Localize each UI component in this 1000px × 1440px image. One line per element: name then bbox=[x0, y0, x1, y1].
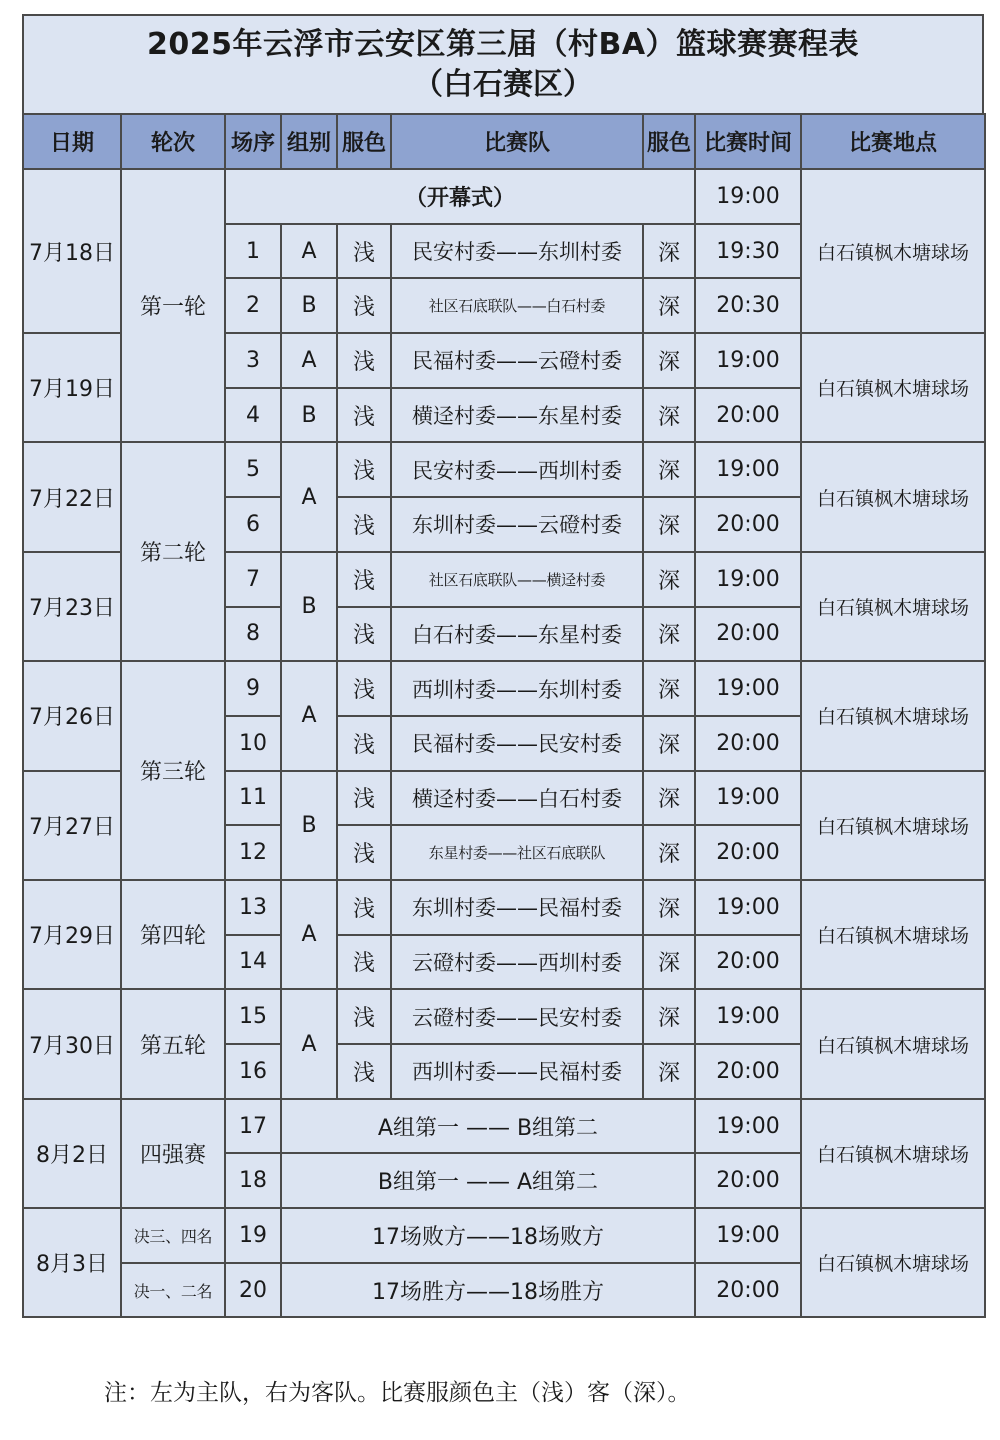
round-cell: 第五轮 bbox=[121, 989, 225, 1098]
time-cell: 20:00 bbox=[695, 388, 801, 443]
away-color: 深 bbox=[643, 607, 695, 662]
date-cell: 7月23日 bbox=[23, 552, 121, 661]
match-no: 4 bbox=[225, 388, 281, 443]
away-color: 深 bbox=[643, 716, 695, 771]
date-cell: 7月18日 bbox=[23, 169, 121, 333]
group-cell: A bbox=[281, 333, 337, 388]
table-row bbox=[23, 661, 985, 716]
group-cell: B bbox=[281, 278, 337, 333]
header-home-color: 服色 bbox=[337, 114, 391, 169]
home-color: 浅 bbox=[337, 497, 391, 552]
away-color: 深 bbox=[643, 278, 695, 333]
match-no: 7 bbox=[225, 552, 281, 607]
away-color: 深 bbox=[643, 771, 695, 826]
home-color: 浅 bbox=[337, 989, 391, 1044]
teams-cell: 17场败方——18场败方 bbox=[281, 1208, 695, 1263]
time-cell: 19:00 bbox=[695, 169, 801, 224]
time-cell: 19:00 bbox=[695, 880, 801, 935]
home-color: 浅 bbox=[337, 278, 391, 333]
teams-cell: 东圳村委——云磴村委 bbox=[391, 497, 643, 552]
teams-cell: 社区石底联队——横迳村委 bbox=[391, 552, 643, 607]
home-color: 浅 bbox=[337, 552, 391, 607]
match-no: 20 bbox=[225, 1263, 281, 1318]
time-cell: 20:00 bbox=[695, 825, 801, 880]
time-cell: 19:00 bbox=[695, 1208, 801, 1263]
round-cell: 第二轮 bbox=[121, 442, 225, 661]
away-color: 深 bbox=[643, 935, 695, 990]
opening-ceremony: （开幕式） bbox=[225, 169, 695, 224]
round-cell: 四强赛 bbox=[121, 1099, 225, 1208]
teams-cell: 民安村委——西圳村委 bbox=[391, 442, 643, 497]
date-cell: 7月19日 bbox=[23, 333, 121, 442]
home-color: 浅 bbox=[337, 333, 391, 388]
header-row bbox=[23, 114, 985, 169]
group-cell: B bbox=[281, 388, 337, 443]
away-color: 深 bbox=[643, 989, 695, 1044]
group-cell: A bbox=[281, 661, 337, 770]
away-color: 深 bbox=[643, 497, 695, 552]
time-cell: 19:00 bbox=[695, 661, 801, 716]
match-no: 14 bbox=[225, 935, 281, 990]
match-no: 10 bbox=[225, 716, 281, 771]
home-color: 浅 bbox=[337, 224, 391, 279]
match-no: 2 bbox=[225, 278, 281, 333]
match-no: 9 bbox=[225, 661, 281, 716]
home-color: 浅 bbox=[337, 880, 391, 935]
date-cell: 8月3日 bbox=[23, 1208, 121, 1317]
round-cell: 第三轮 bbox=[121, 661, 225, 880]
away-color: 深 bbox=[643, 552, 695, 607]
teams-cell: 17场胜方——18场胜方 bbox=[281, 1263, 695, 1318]
away-color: 深 bbox=[643, 1044, 695, 1099]
away-color: 深 bbox=[643, 333, 695, 388]
group-cell: A bbox=[281, 442, 337, 551]
time-cell: 19:00 bbox=[695, 989, 801, 1044]
time-cell: 19:00 bbox=[695, 771, 801, 826]
home-color: 浅 bbox=[337, 607, 391, 662]
match-no: 13 bbox=[225, 880, 281, 935]
teams-cell: 东星村委——社区石底联队 bbox=[391, 825, 643, 880]
header-round: 轮次 bbox=[121, 114, 225, 169]
time-cell: 20:00 bbox=[695, 607, 801, 662]
venue-cell: 白石镇枫木塘球场 bbox=[801, 169, 985, 333]
match-no: 17 bbox=[225, 1099, 281, 1154]
date-cell: 8月2日 bbox=[23, 1099, 121, 1208]
group-cell: B bbox=[281, 771, 337, 880]
home-color: 浅 bbox=[337, 388, 391, 443]
group-cell: A bbox=[281, 224, 337, 279]
table-row bbox=[23, 989, 985, 1044]
schedule-table bbox=[22, 113, 986, 1318]
date-cell: 7月22日 bbox=[23, 442, 121, 551]
home-color: 浅 bbox=[337, 935, 391, 990]
page-title: 2025年云浮市云安区第三届（村BA）篮球赛赛程表 bbox=[146, 27, 860, 62]
match-no: 12 bbox=[225, 825, 281, 880]
time-cell: 20:30 bbox=[695, 278, 801, 333]
group-cell: A bbox=[281, 880, 337, 989]
teams-cell: B组第一 —— A组第二 bbox=[281, 1153, 695, 1208]
time-cell: 20:00 bbox=[695, 1044, 801, 1099]
away-color: 深 bbox=[643, 661, 695, 716]
header-away-color: 服色 bbox=[643, 114, 695, 169]
footnote: 注：左为主队，右为客队。比赛服颜色主（浅）客（深）。 bbox=[104, 1380, 691, 1406]
teams-cell: 民福村委——民安村委 bbox=[391, 716, 643, 771]
venue-cell: 白石镇枫木塘球场 bbox=[801, 333, 985, 442]
home-color: 浅 bbox=[337, 716, 391, 771]
time-cell: 19:00 bbox=[695, 1099, 801, 1154]
time-cell: 19:00 bbox=[695, 333, 801, 388]
table-row bbox=[23, 169, 985, 224]
match-no: 15 bbox=[225, 989, 281, 1044]
time-cell: 19:00 bbox=[695, 442, 801, 497]
match-no: 8 bbox=[225, 607, 281, 662]
venue-cell: 白石镇枫木塘球场 bbox=[801, 771, 985, 880]
time-cell: 19:00 bbox=[695, 552, 801, 607]
venue-cell: 白石镇枫木塘球场 bbox=[801, 1099, 985, 1208]
round-cell: 决一、二名 bbox=[121, 1263, 225, 1318]
time-cell: 20:00 bbox=[695, 716, 801, 771]
home-color: 浅 bbox=[337, 1044, 391, 1099]
teams-cell: 横迳村委——东星村委 bbox=[391, 388, 643, 443]
teams-cell: 东圳村委——民福村委 bbox=[391, 880, 643, 935]
date-cell: 7月27日 bbox=[23, 771, 121, 880]
header-date: 日期 bbox=[23, 114, 121, 169]
venue-cell: 白石镇枫木塘球场 bbox=[801, 442, 985, 551]
venue-cell: 白石镇枫木塘球场 bbox=[801, 880, 985, 989]
date-cell: 7月26日 bbox=[23, 661, 121, 770]
venue-cell: 白石镇枫木塘球场 bbox=[801, 661, 985, 770]
header-group: 组别 bbox=[281, 114, 337, 169]
teams-cell: 西圳村委——东圳村委 bbox=[391, 661, 643, 716]
time-cell: 19:30 bbox=[695, 224, 801, 279]
teams-cell: 白石村委——东星村委 bbox=[391, 607, 643, 662]
group-cell: A bbox=[281, 989, 337, 1098]
match-no: 5 bbox=[225, 442, 281, 497]
header-teams: 比赛队 bbox=[391, 114, 643, 169]
home-color: 浅 bbox=[337, 771, 391, 826]
round-cell: 决三、四名 bbox=[121, 1208, 225, 1263]
group-cell: B bbox=[281, 552, 337, 661]
home-color: 浅 bbox=[337, 825, 391, 880]
away-color: 深 bbox=[643, 442, 695, 497]
round-cell: 第四轮 bbox=[121, 880, 225, 989]
venue-cell: 白石镇枫木塘球场 bbox=[801, 552, 985, 661]
table-row bbox=[23, 1099, 985, 1154]
match-no: 19 bbox=[225, 1208, 281, 1263]
away-color: 深 bbox=[643, 825, 695, 880]
page-subtitle: （白石赛区） bbox=[413, 67, 593, 102]
away-color: 深 bbox=[643, 388, 695, 443]
match-no: 1 bbox=[225, 224, 281, 279]
teams-cell: 云磴村委——民安村委 bbox=[391, 989, 643, 1044]
table-row bbox=[23, 442, 985, 497]
date-cell: 7月29日 bbox=[23, 880, 121, 989]
date-cell: 7月30日 bbox=[23, 989, 121, 1098]
round-cell: 第一轮 bbox=[121, 169, 225, 442]
teams-cell: A组第一 —— B组第二 bbox=[281, 1099, 695, 1154]
title-block bbox=[22, 14, 984, 113]
header-match-no: 场序 bbox=[225, 114, 281, 169]
teams-cell: 民福村委——云磴村委 bbox=[391, 333, 643, 388]
time-cell: 20:00 bbox=[695, 497, 801, 552]
header-venue: 比赛地点 bbox=[801, 114, 985, 169]
teams-cell: 云磴村委——西圳村委 bbox=[391, 935, 643, 990]
time-cell: 20:00 bbox=[695, 1263, 801, 1318]
teams-cell: 横迳村委——白石村委 bbox=[391, 771, 643, 826]
schedule-sheet bbox=[22, 14, 984, 1318]
match-no: 16 bbox=[225, 1044, 281, 1099]
teams-cell: 社区石底联队——白石村委 bbox=[391, 278, 643, 333]
time-cell: 20:00 bbox=[695, 1153, 801, 1208]
time-cell: 20:00 bbox=[695, 935, 801, 990]
home-color: 浅 bbox=[337, 661, 391, 716]
venue-cell: 白石镇枫木塘球场 bbox=[801, 989, 985, 1098]
teams-cell: 民安村委——东圳村委 bbox=[391, 224, 643, 279]
table-row bbox=[23, 1208, 985, 1263]
venue-cell: 白石镇枫木塘球场 bbox=[801, 1208, 985, 1317]
home-color: 浅 bbox=[337, 442, 391, 497]
table-row bbox=[23, 880, 985, 935]
match-no: 3 bbox=[225, 333, 281, 388]
away-color: 深 bbox=[643, 224, 695, 279]
match-no: 18 bbox=[225, 1153, 281, 1208]
header-time: 比赛时间 bbox=[695, 114, 801, 169]
away-color: 深 bbox=[643, 880, 695, 935]
match-no: 6 bbox=[225, 497, 281, 552]
teams-cell: 西圳村委——民福村委 bbox=[391, 1044, 643, 1099]
match-no: 11 bbox=[225, 771, 281, 826]
